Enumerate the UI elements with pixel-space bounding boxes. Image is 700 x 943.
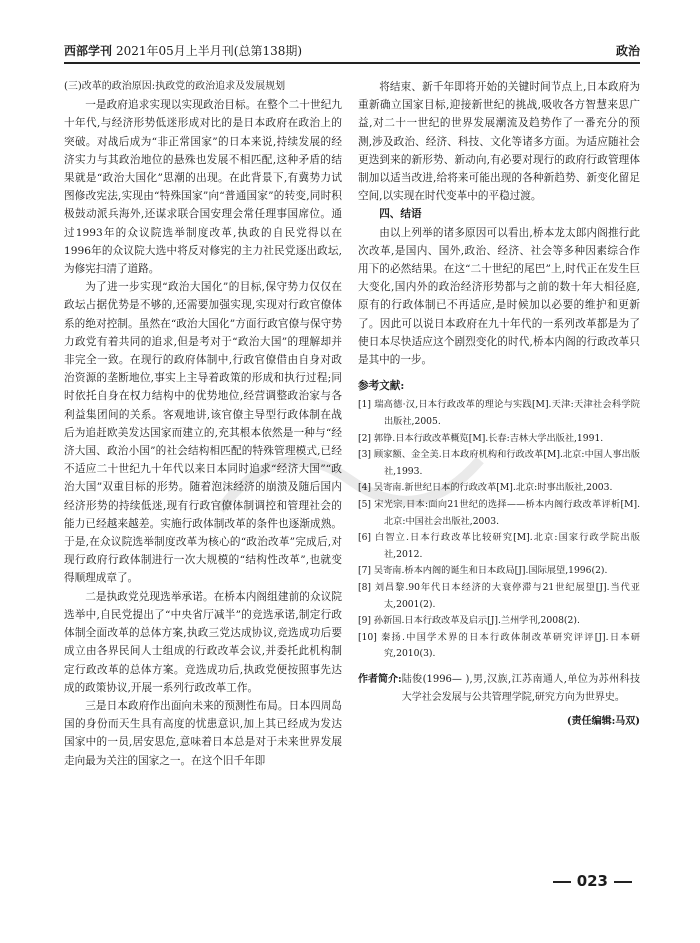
reference-item: [9] 孙新国.日本行政改革及启示[J].兰州学刊,2008(2). [358,615,580,627]
issue-info: 2021年05月上半月刊(总第138期) [116,44,303,58]
reference-item: [10] 秦扬.中国学术界的日本行政体制改革研究评评[J].日本研究,2010(3). [358,631,640,660]
right-column [358,78,640,731]
page-number-dash [614,881,632,883]
reference-list [358,397,640,663]
paragraph: 一是政府追求实现以实现政治目标。在整个二十世纪九十年代,与经济形势低迷形成对比的是日本政府在政治上的突破。对战后成为“非正常国家”的日本来说,持续发展的经济实力与其政治地位的悬殊也发展不相匹配,这种矛盾的结果就是“政治大国化”思潮的出现。在此背景下,有冀势力试图修改宪法,实现由“特殊国家”向“普通国家”的转变,同时积极鼓动派兵海外,还谋求联合国安理会常任理事国席位。通过1993年的众议院选举制度改革,执政的自民党得以在1996年的众议院大选中将反对修宪的主力社民党逐出政坛,为修宪扫清了道路。 [64,99,342,276]
paragraph: 二是执政党兑现选举承诺。在桥本内阁组建前的众议院选举中,自民党提出了“中央省厅减半”的竞选承诺,制定行政体制全面改革的总体方案,执政三党达成协议,竞选成功后要成立由各界民间人士组成的行政改革会议,并委托此机构制定行政改革的总体方案。竞选成功后,执政党便按照事先达成的政策协议,开展一系列行政改革工作。 [64,590,342,694]
reference-item: [1] 瑞高德·汉,日本行政改革的理论与实践[M].天津:天津社会科学院出版社,2005. [358,399,640,428]
reference-item: [6] 白智立.日本行政改革比较研究[M].北京:国家行政学院出版社,2012. [358,532,640,560]
reference-item: [7] 吴寄南.桥本内阁的诞生和日本政局[J].国际展望,1996(2). [358,565,608,577]
paragraph: 由以上列举的诸多原因可以看出,桥本龙太郎内阁推行此次改革,是国内、国外,政治、经济、社会等多种因素综合作用下的必然结果。在这“二十世纪的尾巴”上,时代正在发生巨大变化,国内外的政治经济形势都与之前的数十年大相径庭,原有的行政体制已不再适应,是时候加以必要的维护和更新了。因此可以说日本政府在九十年代的一系列改革都是为了使日本尽快适应这个剧烈变化的时代,桥本内阁的行政改革只是其中的一步。 [358,226,640,367]
author-bio-label: 作者简介: [358,673,402,685]
reference-item: [2] 郭铮.日本行政改革概览[M].长春:吉林大学出版社,1991. [358,432,604,444]
journal-name: 西部学刊 [64,44,113,58]
subheading: (三)改革的政治原因:执政党的政治追求及发展规划 [64,81,286,92]
reference-item: [4] 吴寄南.新世纪日本的行政改革[M].北京:时事出版社,2003. [358,482,613,494]
references-title: 参考文献: [358,380,405,393]
reference-item: [8] 刘昌黎.90年代日本经济的大衰停滞与21世纪展望[J].当代亚太,2001(2). [358,581,640,610]
page-number-dash [553,881,571,883]
paragraph: 三是日本政府作出面向未来的预测性布局。日本四周岛国的身份而天生具有高度的忧患意识,加上其已经成为发达国家中的一员,居安思危,意味着日本总是对于未来世界发展走向最为关注的国家之一。在这个旧千年即 [64,699,342,767]
author-bio-text: 陆俊(1996— ),男,汉族,江苏南通人,单位为苏州科技大学社会发展与公共管理学院,研究方向为世界史。 [401,673,640,703]
section-heading: 四、结语 [379,208,422,221]
running-header [64,40,640,64]
reference-item: [5] 宋光宗,日本:面向21世纪的选择——桥本内阁行政改革评析[M].北京:中国社会出版社,2003. [358,499,640,527]
paragraph: 将结束、新千年即将开始的关键时间节点上,日本政府为重新确立国家目标,迎接新世纪的挑战,吸收各方智慧来思广益,对二十一世纪的世界发展潮流及趋势作了一番充分的预测,涉及政治、经济、科技、文化等诸多方面。为适应随社会更迭到来的新形势、新动向,有必要对现行的政府行政管理体制加以适当改进,给将来可能出现的各种新趋势、新变化留足空间,以实现在时代变革中的平稳过渡。 [358,81,640,203]
page-number [547,872,638,890]
reference-item: [3] 顾家额、金全美.日本政府机构和行政改革[M].北京:中国人事出版社,1993. [358,449,640,477]
paragraph: 为了进一步实现“政治大国化”的目标,保守势力仅仅在政坛占据优势是不够的,还需要加强实现,实现对行政官僚体系的绝对控制。虽然在“政治大国化”方面行政官僚与保守势力政党有着共同的追求,但是考对于“政治大国”的理解却并非完全一致。在现行的政府体制中,行政官僚借由自身对政治资源的垄断地位,事实上主导着政策的形成和执行过程;同时依托自身在权力结构中的优势地位,经营调整政治家与各利益集团间的关系。客观地讲,该官僚主导型行政体制在战后为追赶欧美发达国家而建立的,充其根本依然是一种与“经济大国、政治小国”的社会结构相匹配的特殊管理模式,已经不适应二十世纪九十年代以来日本同时追求“经济大国”“政治大国”双重目标的形势。随着泡沫经济的崩溃及随后国内经济形势的持续低迷,现有行政官僚体制调控和管理社会的能力已经越来越差。实施行政体制改革的条件也逐渐成熟。于是,在众议院选举制度改革为核心的“政治改革”完成后,对现行政府行政体制进行一次大规模的“结构性改革”,也就变得顺理成章了。 [64,281,342,585]
section-name: 政治 [615,44,640,58]
page-number-value: 023 [576,872,608,890]
editor-credit: (责任编辑:马双) [566,715,640,727]
author-bio [358,671,640,707]
left-column [64,78,342,770]
